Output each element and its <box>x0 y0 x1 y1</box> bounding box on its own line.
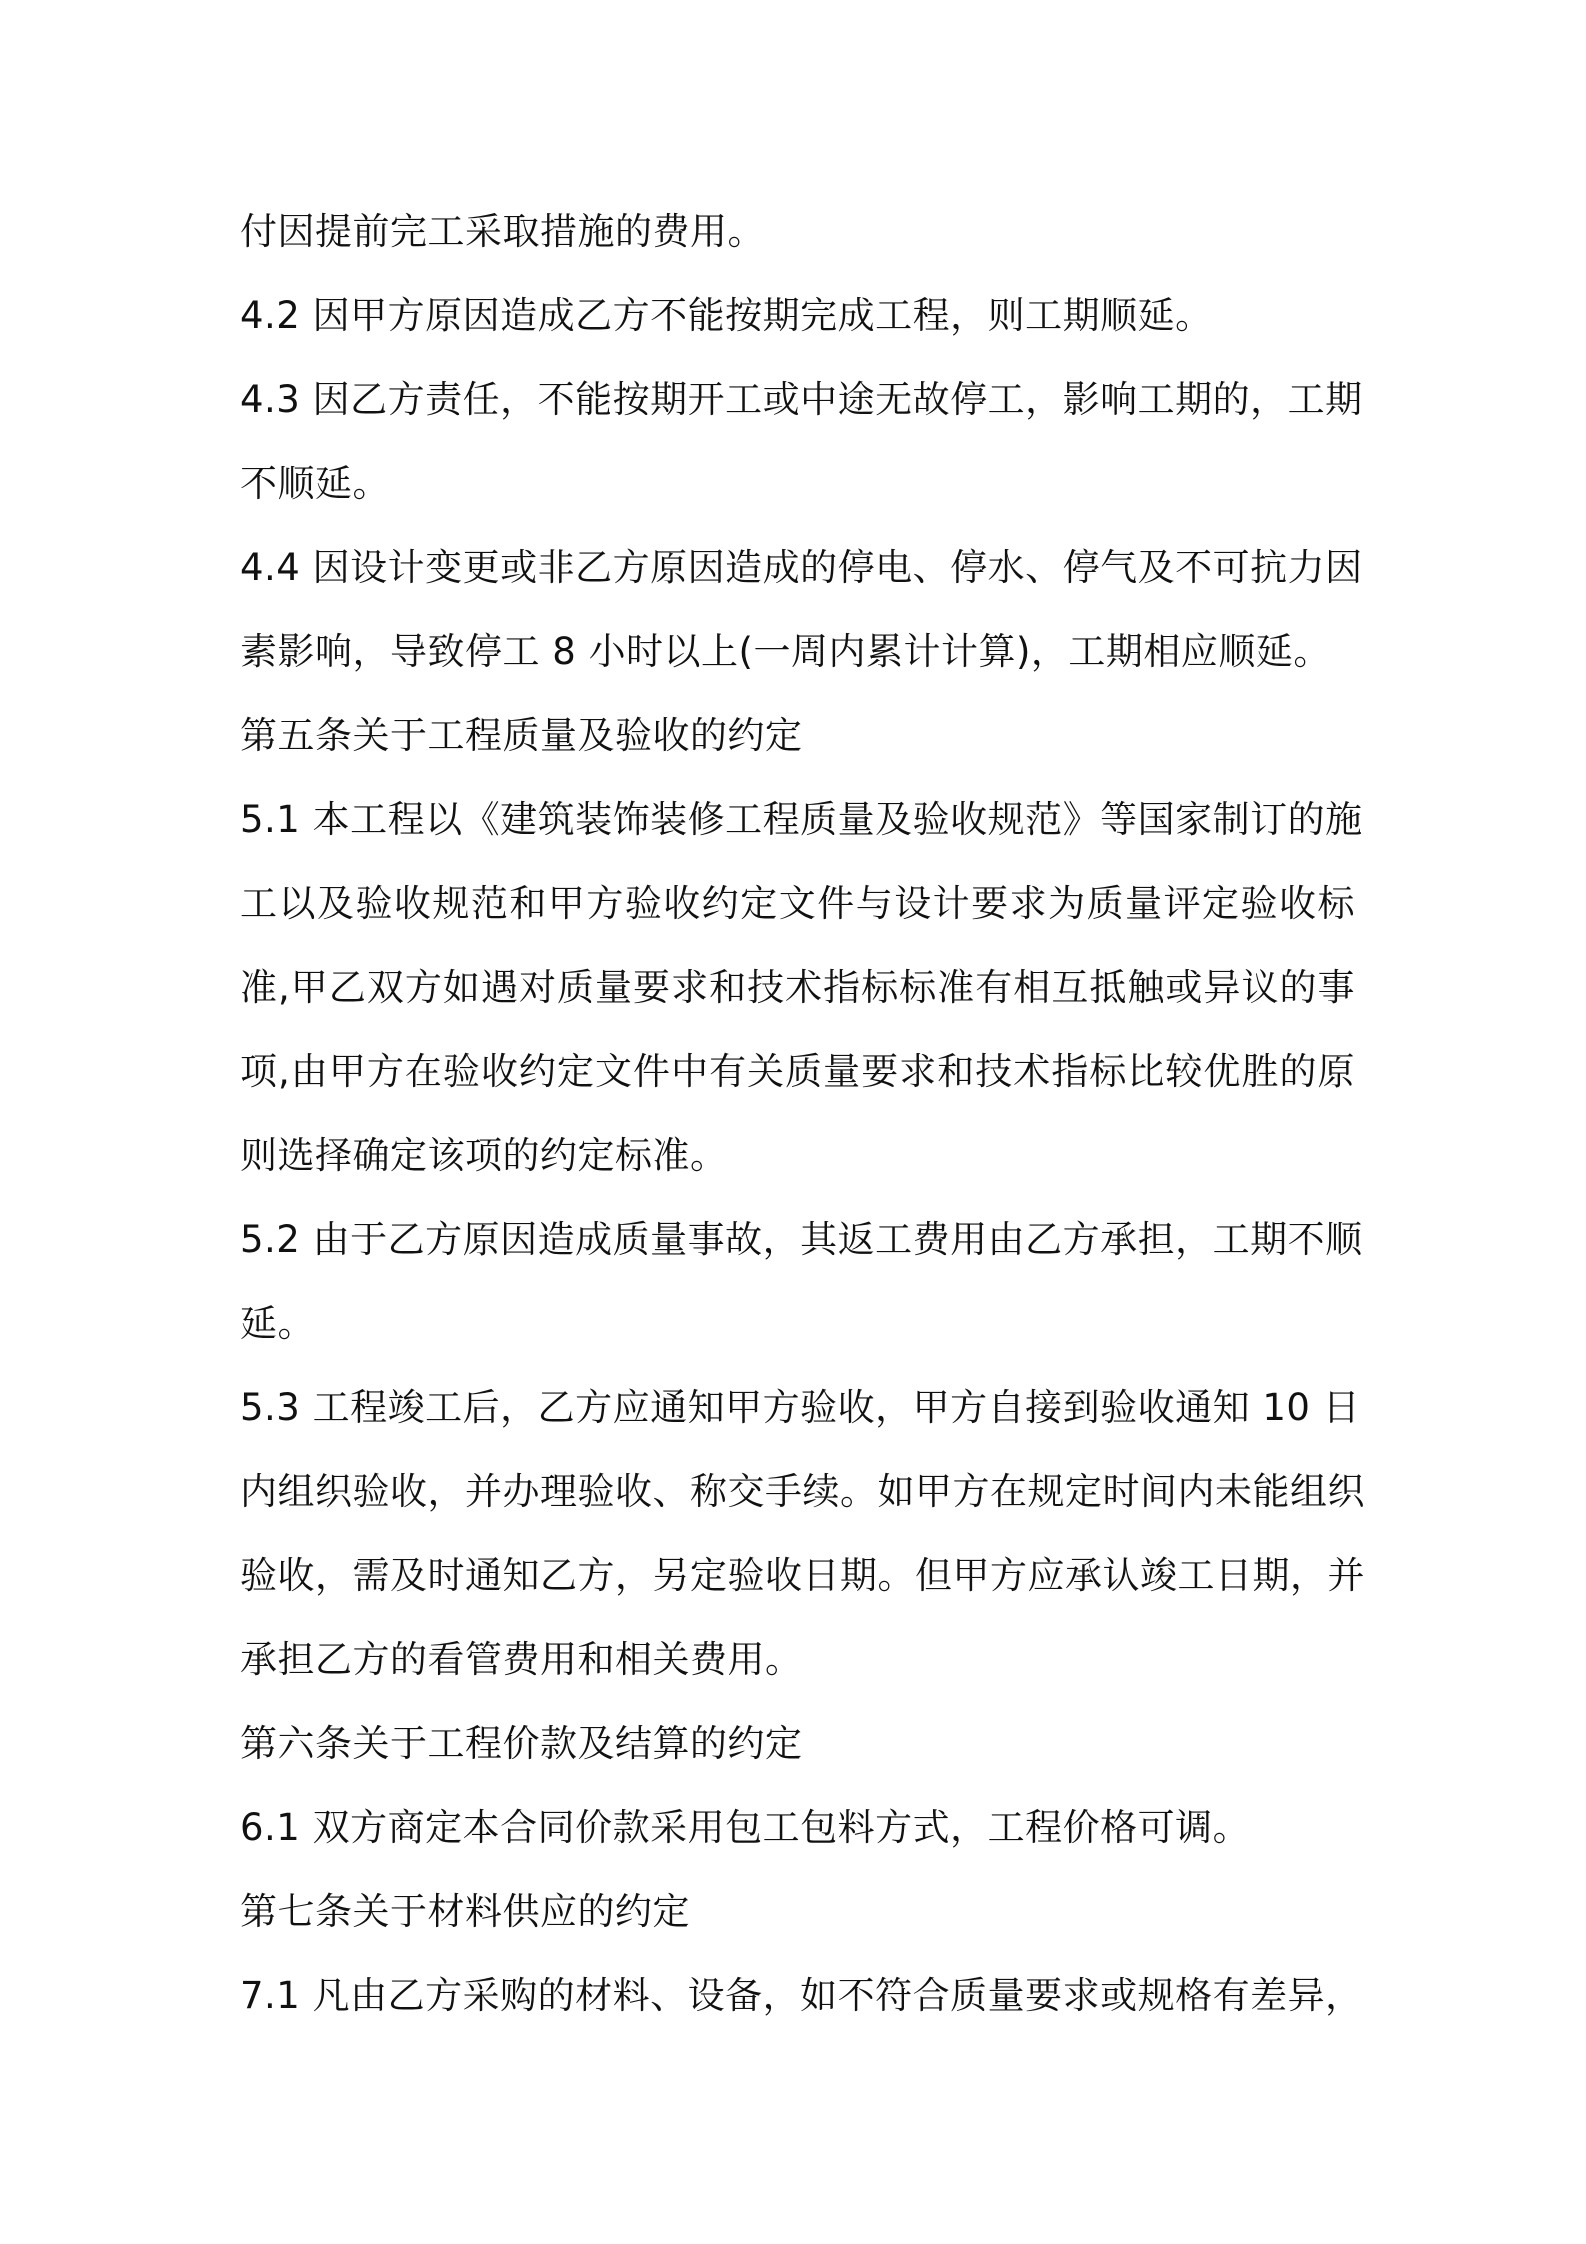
text-line: 验收，需及时通知乙方，另定验收日期。但甲方应承认竣工日期，并 <box>240 1554 1365 1597</box>
text-line: 付因提前完工采取措施的费用。 <box>240 210 765 253</box>
text-line: 5.2 由于乙方原因造成质量事故，其返工费用由乙方承担，工期不顺 <box>240 1218 1363 1261</box>
text-line: 工以及验收规范和甲方验收约定文件与设计要求为质量评定验收标 <box>240 882 1355 925</box>
text-line: 项,由甲方在验收约定文件中有关质量要求和技术指标比较优胜的原 <box>240 1050 1355 1093</box>
text-line: 素影响，导致停工 8 小时以上(一周内累计计算)，工期相应顺延。 <box>240 630 1331 673</box>
text-line: 4.2 因甲方原因造成乙方不能按期完成工程，则工期顺延。 <box>240 294 1213 337</box>
section-heading: 第七条关于材料供应的约定 <box>240 1890 690 1933</box>
text-line: 准,甲乙双方如遇对质量要求和技术指标标准有相互抵触或异议的事 <box>240 966 1355 1009</box>
text-line: 7.1 凡由乙方采购的材料、设备，如不符合质量要求或规格有差异， <box>240 1974 1363 2017</box>
text-line: 不顺延。 <box>240 462 390 505</box>
text-line: 承担乙方的看管费用和相关费用。 <box>240 1638 803 1681</box>
section-heading: 第六条关于工程价款及结算的约定 <box>240 1722 803 1765</box>
text-line: 4.4 因设计变更或非乙方原因造成的停电、停水、停气及不可抗力因 <box>240 546 1363 589</box>
text-line: 则选择确定该项的约定标准。 <box>240 1134 728 1177</box>
section-heading: 第五条关于工程质量及验收的约定 <box>240 714 803 757</box>
text-line: 4.3 因乙方责任，不能按期开工或中途无故停工，影响工期的，工期 <box>240 378 1363 421</box>
text-line: 内组织验收，并办理验收、称交手续。如甲方在规定时间内未能组织 <box>240 1470 1365 1513</box>
text-line: 5.1 本工程以《建筑装饰装修工程质量及验收规范》等国家制订的施 <box>240 798 1363 841</box>
text-line: 延。 <box>240 1302 315 1345</box>
text-line: 5.3 工程竣工后，乙方应通知甲方验收，甲方自接到验收通知 10 日 <box>240 1386 1361 1429</box>
contract-text <box>240 200 1365 2048</box>
text-line: 6.1 双方商定本合同价款采用包工包料方式，工程价格可调。 <box>240 1806 1251 1849</box>
